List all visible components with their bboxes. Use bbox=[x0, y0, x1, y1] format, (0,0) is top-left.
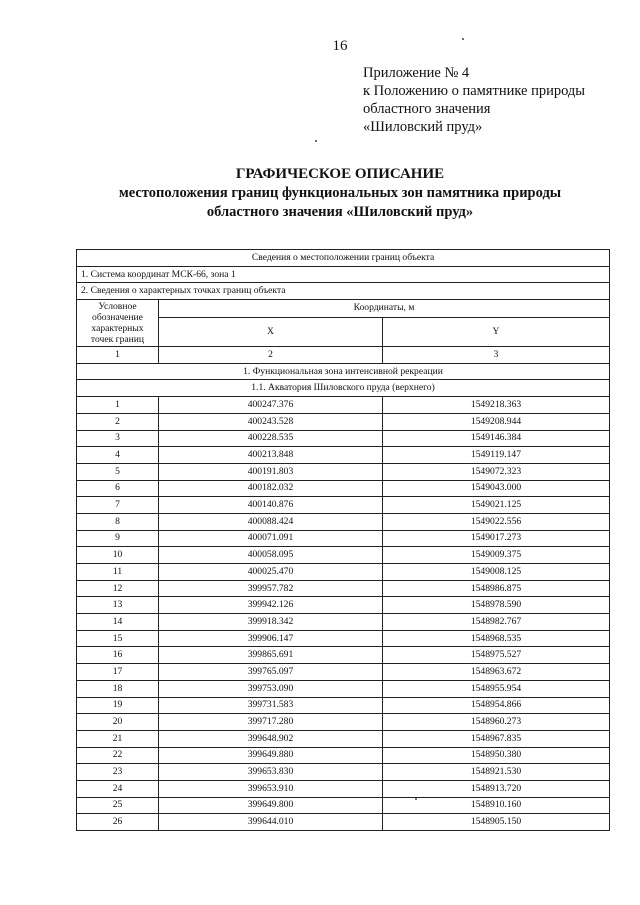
table-row bbox=[77, 480, 610, 497]
table-row bbox=[77, 764, 610, 781]
subzone-row bbox=[77, 380, 610, 397]
table-row bbox=[77, 647, 610, 664]
point-number: 8 bbox=[77, 513, 159, 530]
table-row bbox=[77, 513, 610, 530]
y-coordinate: 1549021.125 bbox=[383, 497, 610, 514]
appendix-line-3: областного значения bbox=[363, 101, 491, 117]
point-number: 10 bbox=[77, 547, 159, 564]
point-number: 2 bbox=[77, 413, 159, 430]
point-number: 1 bbox=[77, 397, 159, 414]
point-number: 23 bbox=[77, 764, 159, 781]
x-coordinate: 399717.280 bbox=[159, 714, 383, 731]
point-number: 21 bbox=[77, 730, 159, 747]
x-coordinate: 400247.376 bbox=[159, 397, 383, 414]
column-number: 2 bbox=[159, 347, 383, 364]
x-coordinate: 399765.097 bbox=[159, 664, 383, 681]
point-number: 26 bbox=[77, 814, 159, 831]
table-row bbox=[77, 597, 610, 614]
x-coordinate: 399942.126 bbox=[159, 597, 383, 614]
table-row bbox=[77, 547, 610, 564]
x-coordinate: 400071.091 bbox=[159, 530, 383, 547]
table-row bbox=[77, 564, 610, 581]
table-row bbox=[77, 497, 610, 514]
header-condition: Условное обозначение характерных точек границ bbox=[77, 300, 159, 347]
appendix-line-2: к Положению о памятнике природы bbox=[363, 83, 586, 99]
x-coordinate: 400228.535 bbox=[159, 430, 383, 447]
x-coordinate: 400191.803 bbox=[159, 463, 383, 480]
table-row bbox=[77, 814, 610, 831]
y-coordinate: 1549009.375 bbox=[383, 547, 610, 564]
point-number: 14 bbox=[77, 614, 159, 631]
x-coordinate: 400182.032 bbox=[159, 480, 383, 497]
point-number: 4 bbox=[77, 447, 159, 464]
column-number: 3 bbox=[383, 347, 610, 364]
y-coordinate: 1548967.835 bbox=[383, 730, 610, 747]
point-number: 19 bbox=[77, 697, 159, 714]
y-coordinate: 1548913.720 bbox=[383, 780, 610, 797]
header-y: Y bbox=[383, 317, 610, 347]
scan-speck bbox=[315, 140, 317, 142]
y-coordinate: 1548960.273 bbox=[383, 714, 610, 731]
point-number: 25 bbox=[77, 797, 159, 814]
x-coordinate: 399731.583 bbox=[159, 697, 383, 714]
table-row bbox=[77, 530, 610, 547]
x-coordinate: 400058.095 bbox=[159, 547, 383, 564]
y-coordinate: 1548968.535 bbox=[383, 630, 610, 647]
y-coordinate: 1549072.323 bbox=[383, 463, 610, 480]
x-coordinate: 399865.691 bbox=[159, 647, 383, 664]
x-coordinate: 400140.876 bbox=[159, 497, 383, 514]
point-number: 3 bbox=[77, 430, 159, 447]
document-title bbox=[0, 164, 640, 222]
y-coordinate: 1548950.380 bbox=[383, 747, 610, 764]
y-coordinate: 1549022.556 bbox=[383, 513, 610, 530]
table-row bbox=[77, 730, 610, 747]
x-coordinate: 400243.528 bbox=[159, 413, 383, 430]
table-caption: Сведения о местоположении границ объекта bbox=[77, 250, 610, 267]
point-number: 11 bbox=[77, 564, 159, 581]
point-number: 20 bbox=[77, 714, 159, 731]
x-coordinate: 400025.470 bbox=[159, 564, 383, 581]
table-row bbox=[77, 697, 610, 714]
y-coordinate: 1548954.866 bbox=[383, 697, 610, 714]
x-coordinate: 399648.902 bbox=[159, 730, 383, 747]
y-coordinate: 1548921.530 bbox=[383, 764, 610, 781]
x-coordinate: 399653.910 bbox=[159, 780, 383, 797]
x-coordinate: 399649.800 bbox=[159, 797, 383, 814]
point-number: 12 bbox=[77, 580, 159, 597]
title-line-2: местоположения границ функциональных зон памятника природы bbox=[118, 185, 562, 201]
point-number: 17 bbox=[77, 664, 159, 681]
appendix-line-1: Приложение № 4 bbox=[363, 65, 470, 81]
column-number: 1 bbox=[77, 347, 159, 364]
point-number: 15 bbox=[77, 630, 159, 647]
point-number: 16 bbox=[77, 647, 159, 664]
x-coordinate: 399918.342 bbox=[159, 614, 383, 631]
y-coordinate: 1549043.000 bbox=[383, 480, 610, 497]
y-coordinate: 1548910.160 bbox=[383, 797, 610, 814]
y-coordinate: 1548955.954 bbox=[383, 680, 610, 697]
x-coordinate: 399644.010 bbox=[159, 814, 383, 831]
table-row bbox=[77, 447, 610, 464]
point-number: 13 bbox=[77, 597, 159, 614]
table-row bbox=[77, 413, 610, 430]
appendix-line-4: «Шиловский пруд» bbox=[363, 119, 483, 135]
point-number: 7 bbox=[77, 497, 159, 514]
y-coordinate: 1549218.363 bbox=[383, 397, 610, 414]
zone-row bbox=[77, 363, 610, 380]
subzone-title: 1.1. Акватория Шиловского пруда (верхнего) bbox=[77, 380, 610, 397]
point-number: 18 bbox=[77, 680, 159, 697]
y-coordinate: 1548982.767 bbox=[383, 614, 610, 631]
header-row bbox=[77, 300, 610, 317]
table-row bbox=[77, 430, 610, 447]
table-row bbox=[77, 780, 610, 797]
scan-speck bbox=[462, 38, 464, 40]
y-coordinate: 1549208.944 bbox=[383, 413, 610, 430]
point-number: 24 bbox=[77, 780, 159, 797]
table-row bbox=[77, 714, 610, 731]
x-coordinate: 400213.848 bbox=[159, 447, 383, 464]
x-coordinate: 399957.782 bbox=[159, 580, 383, 597]
header-x: X bbox=[159, 317, 383, 347]
y-coordinate: 1548978.590 bbox=[383, 597, 610, 614]
x-coordinate: 399906.147 bbox=[159, 630, 383, 647]
section-coordinate-system: 1. Система координат МСК-66, зона 1 bbox=[77, 266, 610, 283]
zone-title: 1. Функциональная зона интенсивной рекреации bbox=[77, 363, 610, 380]
table-row bbox=[77, 614, 610, 631]
table-row bbox=[77, 797, 610, 814]
point-number: 9 bbox=[77, 530, 159, 547]
table-row bbox=[77, 747, 610, 764]
header-coordinates: Координаты, м bbox=[159, 300, 610, 317]
y-coordinate: 1548975.527 bbox=[383, 647, 610, 664]
table-row bbox=[77, 580, 610, 597]
section-row bbox=[77, 283, 610, 300]
table-row bbox=[77, 463, 610, 480]
point-number: 6 bbox=[77, 480, 159, 497]
table-row bbox=[77, 680, 610, 697]
x-coordinate: 399649.880 bbox=[159, 747, 383, 764]
page-number: 16 bbox=[332, 38, 348, 54]
table-row bbox=[77, 397, 610, 414]
y-coordinate: 1549146.384 bbox=[383, 430, 610, 447]
coordinates-table bbox=[76, 249, 610, 831]
y-coordinate: 1549119.147 bbox=[383, 447, 610, 464]
table-row bbox=[77, 630, 610, 647]
section-row bbox=[77, 266, 610, 283]
section-characteristic-points: 2. Сведения о характерных точках границ объекта bbox=[77, 283, 610, 300]
x-coordinate: 399753.090 bbox=[159, 680, 383, 697]
x-coordinate: 400088.424 bbox=[159, 513, 383, 530]
table-caption-row bbox=[77, 250, 610, 267]
point-number: 22 bbox=[77, 747, 159, 764]
appendix-note bbox=[363, 64, 585, 136]
table-row bbox=[77, 664, 610, 681]
title-main: ГРАФИЧЕСКОЕ ОПИСАНИЕ bbox=[235, 166, 445, 182]
y-coordinate: 1548963.672 bbox=[383, 664, 610, 681]
title-line-3: областного значения «Шиловский пруд» bbox=[206, 204, 474, 220]
y-coordinate: 1548986.875 bbox=[383, 580, 610, 597]
y-coordinate: 1548905.150 bbox=[383, 814, 610, 831]
column-number-row bbox=[77, 347, 610, 364]
y-coordinate: 1549017.273 bbox=[383, 530, 610, 547]
x-coordinate: 399653.830 bbox=[159, 764, 383, 781]
y-coordinate: 1549008.125 bbox=[383, 564, 610, 581]
point-number: 5 bbox=[77, 463, 159, 480]
